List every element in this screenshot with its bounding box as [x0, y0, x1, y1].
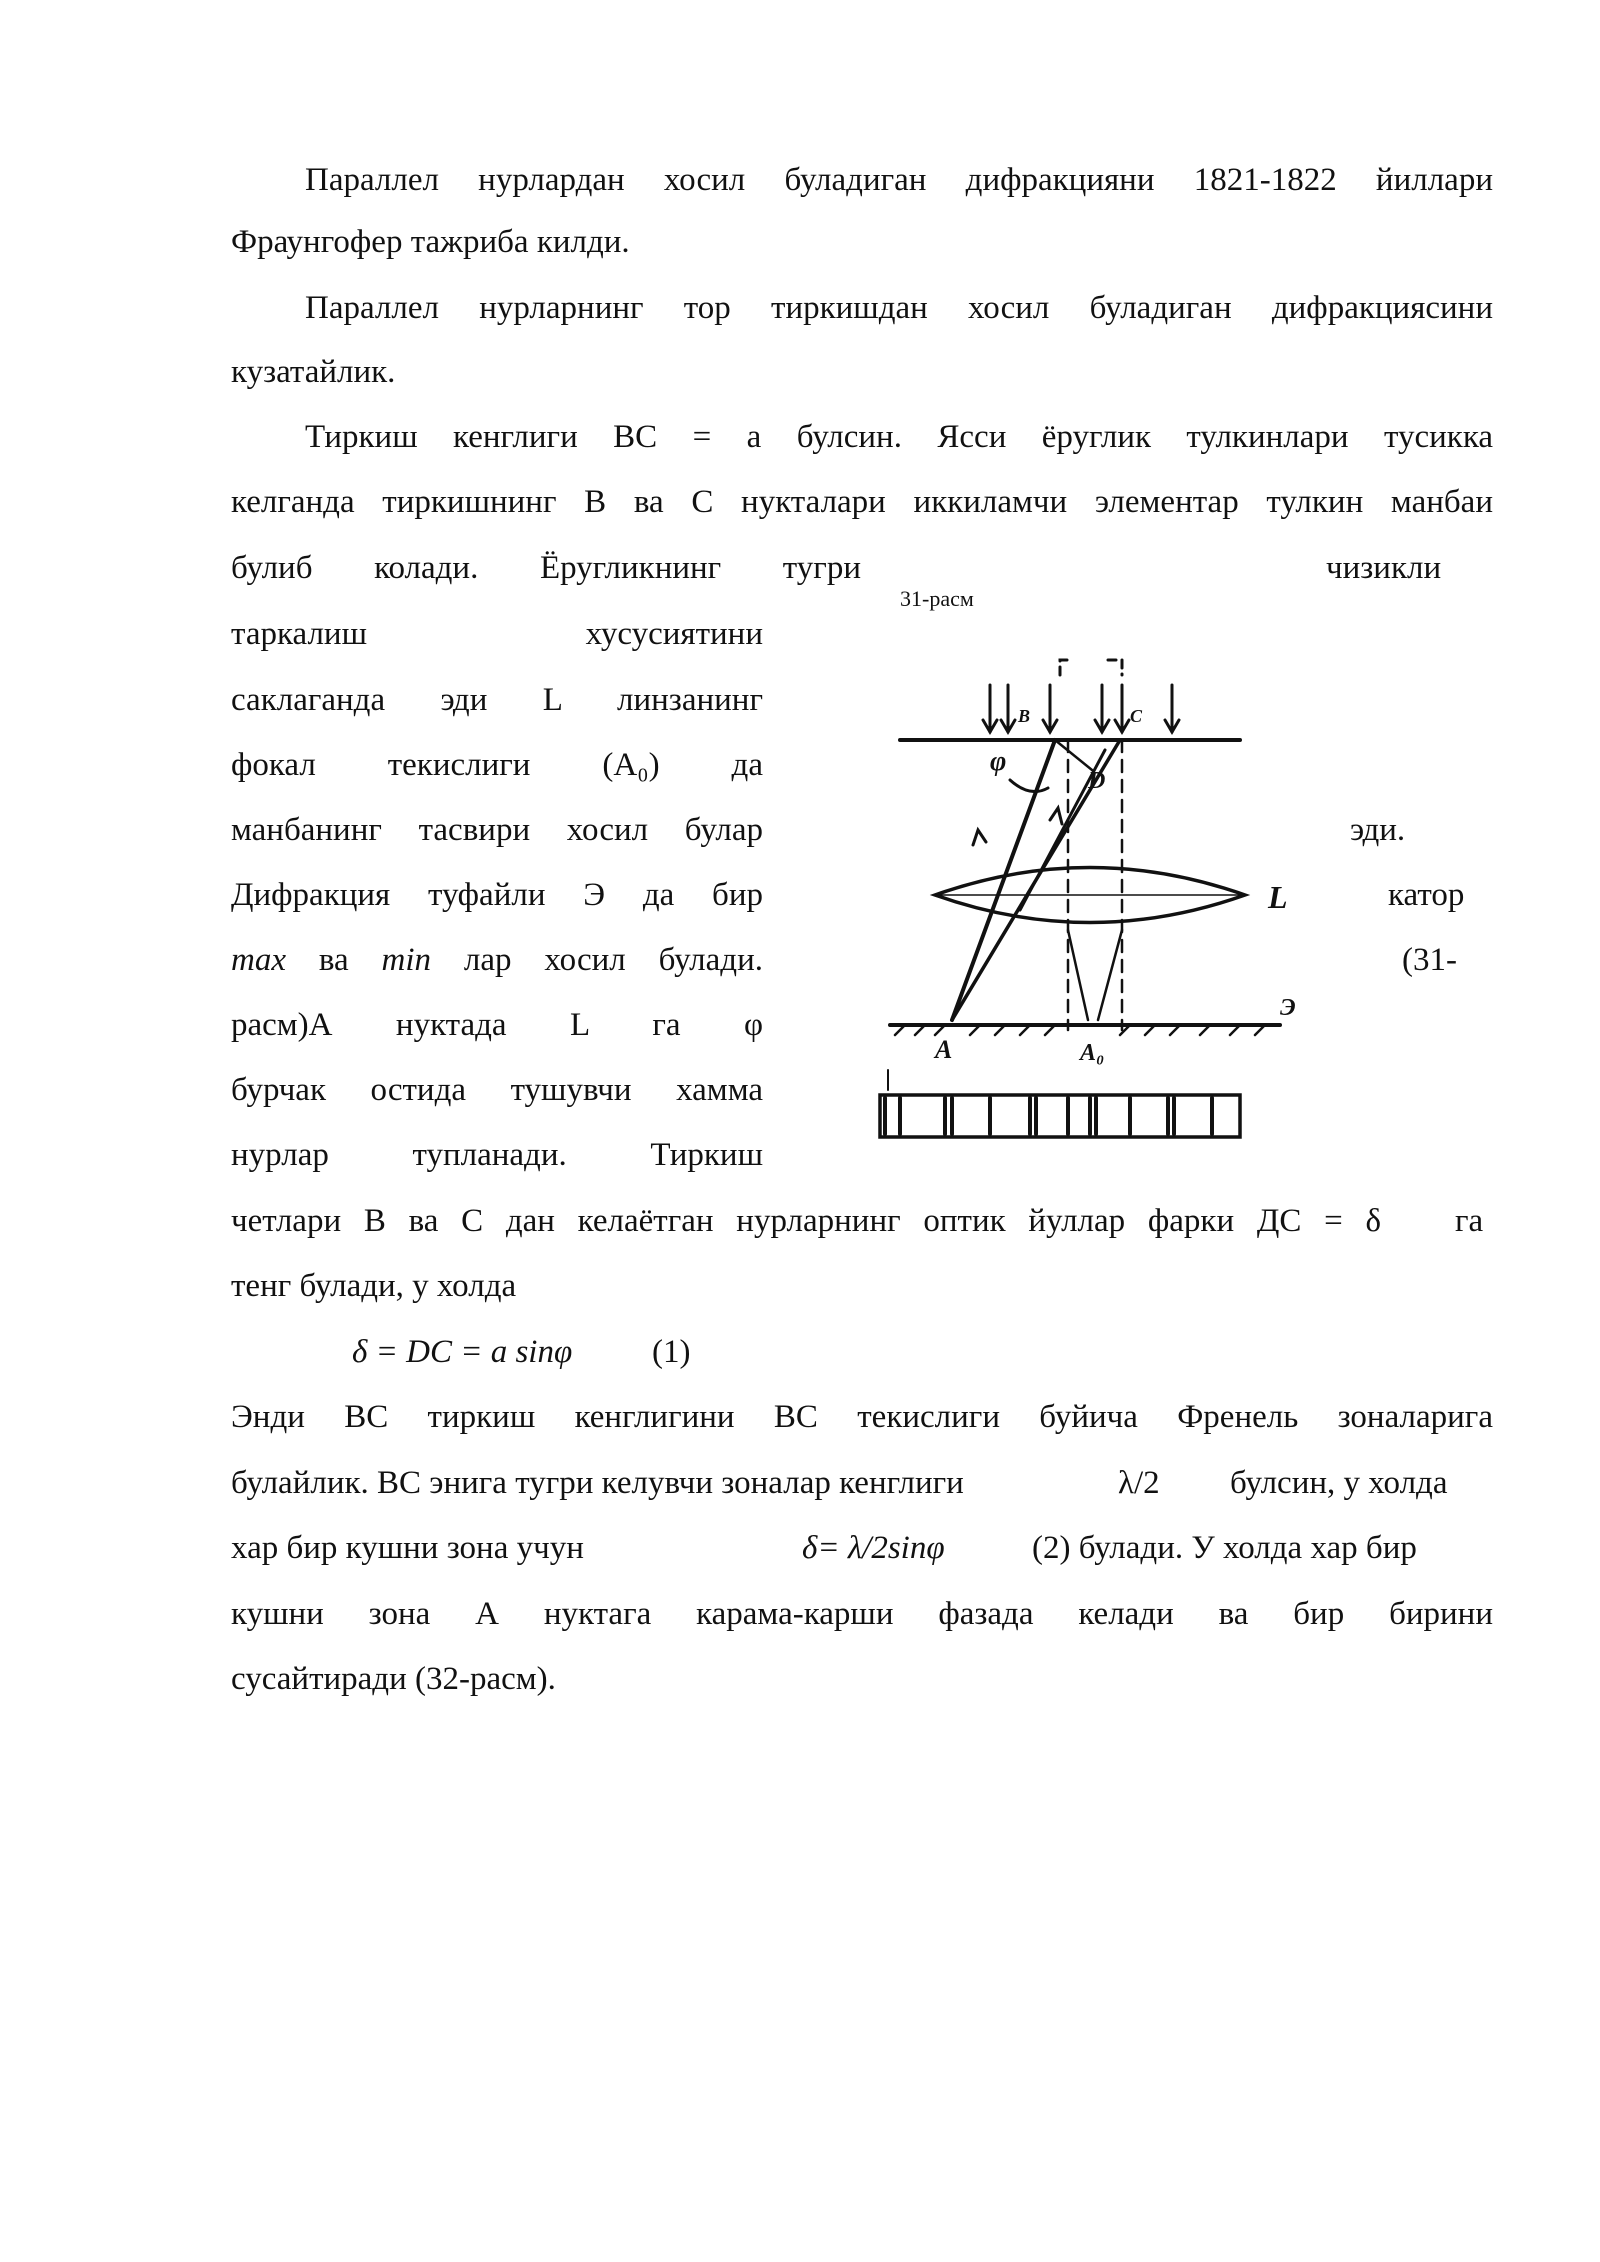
p4-line3-c: (2) булади. У холда хар бир — [1032, 1530, 1417, 1566]
p4-line3-formula: δ= λ/2sinφ — [802, 1530, 945, 1566]
p4-line3-a: хар бир кушни зона учун — [231, 1530, 584, 1566]
p4-line2-a: булайлик. ВС энига тугри келувчи зоналар кенглиги — [231, 1465, 964, 1501]
angle-arc — [1010, 780, 1048, 792]
fringe-pattern — [880, 1095, 1240, 1137]
label-c: C — [1130, 706, 1143, 726]
p4-line2-c: булсин, у холда — [1230, 1465, 1448, 1501]
p1-line1: Параллел нурлардан хосил буладиган дифракцияни 1821-1822 йиллари — [305, 162, 1493, 198]
p3-line3-left: булиб колади. Ёругликнинг тугри — [231, 550, 861, 586]
label-a: A — [935, 1035, 953, 1064]
p4-line5: сусайтиради (32-расм). — [231, 1661, 556, 1697]
right-col-2: катор — [1388, 877, 1465, 913]
p4-line1: Энди ВС тиркиш кенглигини ВС текислиги буйича Френель зоналарига — [231, 1399, 1493, 1435]
wrap-line-9: нурлар тупланади. Тиркиш — [231, 1137, 763, 1173]
p2-line2: кузатайлик. — [231, 354, 396, 390]
ray-from-b — [952, 740, 1055, 1020]
label-phi: φ — [990, 746, 1007, 777]
equation-1: δ = DC = a sinφ — [352, 1334, 573, 1370]
wrap-line-1: таркалиш хусусиятини — [231, 616, 763, 652]
wrap-line-2: саклаганда эди L линзанинг — [231, 682, 763, 718]
max-text: max — [231, 942, 286, 978]
p3-after-line1-right: га — [1455, 1203, 1484, 1239]
p3-line3-right: чизикли — [1326, 550, 1442, 586]
label-b: B — [1018, 706, 1031, 726]
p4-line2-b: λ/2 — [1118, 1465, 1160, 1501]
lar-text: лар хосил булади. — [431, 942, 763, 978]
equation-1-number: (1) — [652, 1334, 691, 1370]
right-col-3: (31- — [1402, 942, 1457, 978]
incoming-rays — [983, 685, 1179, 732]
p3-after-line2: тенг булади, у холда — [231, 1268, 517, 1304]
label-a0: A₀ — [1080, 1040, 1105, 1066]
wrap-line-5: Дифракция туфайли Э да бир — [231, 877, 763, 913]
p3-after-line1: четлари В ва С дан келаётган нурларнинг оптик йуллар фарки ДС = δ — [231, 1203, 1381, 1239]
wrap-line-4: манбанинг тасвири хосил булар — [231, 812, 763, 848]
label-d: D — [1088, 768, 1106, 794]
p4-line4: кушни зона А нуктага карама-карши фазада келади ва бир бирини — [231, 1596, 1493, 1632]
p3-line1: Тиркиш кенглиги ВС = а булсин. Ясси ёруглик тулкинлари тусикка — [305, 419, 1493, 455]
va-text: ва — [285, 942, 382, 978]
figure-caption: 31-расм — [900, 586, 974, 611]
p2-line1: Параллел нурларнинг тор тиркишдан хосил буладиган дифракциясини — [305, 290, 1493, 326]
diffraction-diagram — [840, 640, 1310, 1150]
min-text: min — [381, 942, 432, 978]
label-l: L — [1268, 879, 1288, 915]
label-e: Э — [1280, 995, 1296, 1021]
perpendicular-bd — [1055, 740, 1092, 770]
p1-line2: Фраунгофер тажриба килди. — [231, 224, 630, 260]
wrap-line-7: расм)А нуктада L га φ — [231, 1007, 763, 1043]
p3-line2: келганда тиркишнинг В ва С нукталари иккиламчи элементар тулкин манбаи — [231, 484, 1493, 520]
wrap-line-3: фокал текислиги (А₀) да — [231, 747, 763, 783]
wrap-line-8: бурчак остида тушувчи хамма — [231, 1072, 763, 1108]
wrap-line-6 — [231, 938, 763, 982]
right-col-1: эди. — [1350, 812, 1406, 848]
